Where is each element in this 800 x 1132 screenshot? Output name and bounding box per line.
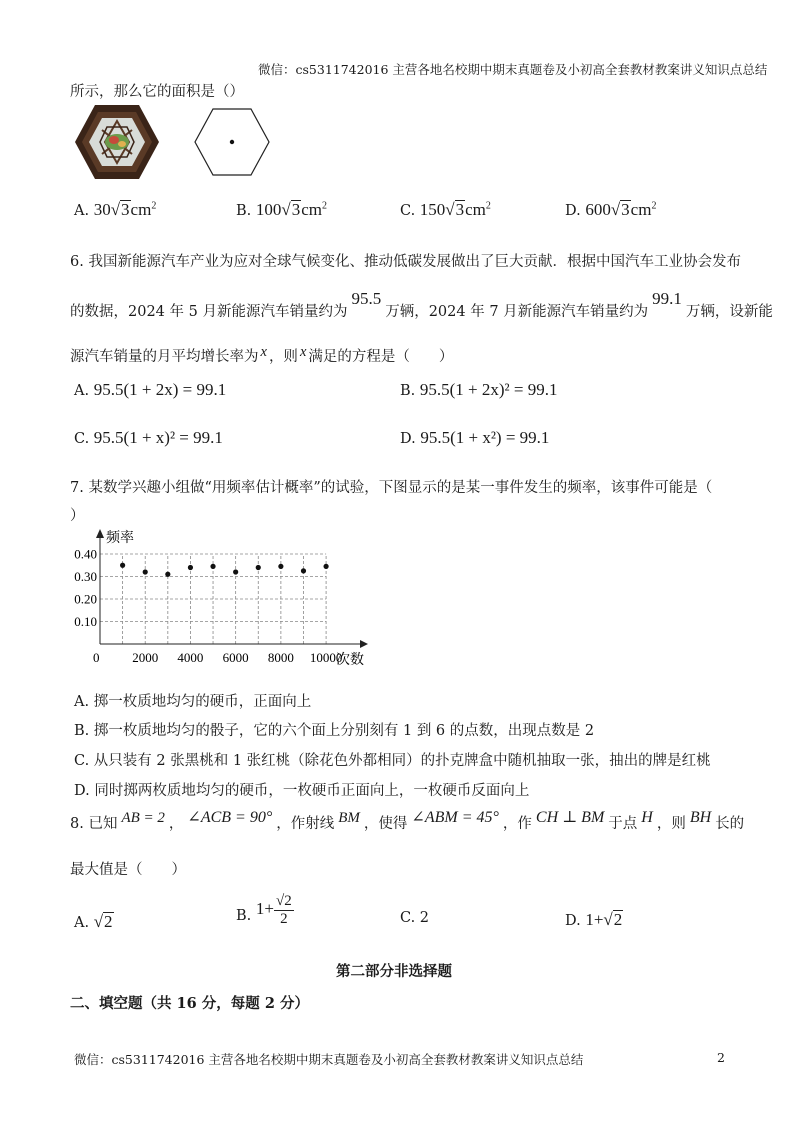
option-letter: B.	[74, 723, 90, 739]
q6-option-d[interactable]	[400, 428, 549, 448]
x-axis-label: 次数	[336, 652, 364, 668]
q8-option-c[interactable]	[400, 910, 429, 926]
text: ，作	[502, 816, 532, 832]
variable-x: x	[299, 344, 307, 360]
q6-line2	[70, 289, 773, 321]
math-angle-acb: ∠ACB = 90°	[187, 809, 273, 826]
q8-option-d[interactable]: D. 1+√2	[565, 910, 623, 929]
option-text: 从只装有 2 张黑桃和 1 张红桃（除花色外都相同）的扑克牌盒中随机抽取一张，抽出的牌是红桃	[93, 753, 711, 769]
radicand: 3	[121, 200, 130, 219]
q7-option-b[interactable]	[74, 719, 594, 740]
option-equation: 95.5(1 + x²) = 99.1	[420, 428, 550, 447]
variable-x: x	[260, 344, 267, 360]
q8-line2: 最大值是（ ）	[70, 862, 186, 878]
chart-ticks	[74, 547, 342, 666]
option-letter: A.	[74, 694, 90, 710]
part2-title: 第二部分非选择题	[336, 963, 452, 980]
y-axis-arrow	[96, 529, 104, 538]
fraction	[274, 893, 294, 927]
q6-option-c[interactable]	[74, 428, 223, 448]
q6-line1: 6. 我国新能源汽车产业为应对全球气候变化、推动低碳发展做出了巨大贡献．根据中国汽车工业协会发布	[70, 254, 741, 270]
section2-title: 二、填空题（共 16 分，每题 2 分）	[70, 995, 309, 1012]
option-equation: 95.5(1 + 2x)² = 99.1	[419, 380, 558, 399]
q8-option-a[interactable]: A. √2	[74, 912, 113, 931]
radicand: 3	[291, 200, 301, 219]
y-axis-label: 频率	[106, 530, 134, 546]
may-sales-value: 95.5	[351, 289, 382, 308]
q5-option-c[interactable]: C. $150√3cm^2$	[400, 200, 491, 219]
q7-line1: 7. 某数学兴趣小组做“用频率估计概率”的试验，下图显示的是某一事件发生的频率，该事件可能是（	[70, 480, 713, 496]
data-point	[165, 572, 170, 577]
text: ，	[168, 816, 184, 832]
text: ，作射线	[276, 816, 335, 832]
coef: 100	[255, 200, 282, 219]
option-text: 掷一枚质地均匀的硬币，正面向上	[93, 694, 312, 710]
x-tick-label: 8000	[267, 650, 294, 665]
q8-option-b[interactable]	[236, 893, 294, 927]
q5-option-a[interactable]: A. $30√3cm^2$	[74, 200, 157, 219]
option-letter: B.	[236, 203, 252, 219]
data-point	[256, 565, 261, 570]
text: 源汽车销量的月平均增长率为	[70, 349, 259, 365]
unit: cm	[301, 200, 322, 219]
x-tick-label: 4000	[177, 650, 204, 665]
data-point	[233, 569, 238, 574]
option-text: 2	[419, 910, 430, 926]
text: 满足的方程是（ ）	[308, 349, 454, 365]
unit: cm	[630, 200, 652, 219]
option-equation: 95.5(1 + x)² = 99.1	[93, 428, 223, 447]
option-letter: C.	[74, 753, 90, 769]
q5-option-b[interactable]: B. $100√3cm^2$	[236, 200, 327, 219]
coef: 30	[93, 200, 111, 219]
radicand: 3	[455, 200, 465, 219]
radicand: 3	[621, 200, 630, 219]
text: ，则	[268, 349, 298, 365]
text: 8. 已知	[70, 816, 118, 832]
q6-option-a[interactable]	[74, 380, 226, 400]
y-tick-label: 0.20	[74, 591, 97, 607]
exponent: 2	[485, 200, 491, 212]
text: 万辆，2024 年 7 月新能源汽车销量约为	[385, 304, 649, 320]
text: ，则	[656, 816, 686, 832]
option-letter: B.	[236, 908, 252, 924]
option-letter: C.	[74, 431, 90, 447]
option-letter: C.	[400, 910, 416, 926]
hexagon-diagram	[194, 108, 270, 176]
radicand: 2	[613, 910, 623, 929]
option-letter: A.	[74, 383, 90, 399]
data-point	[323, 564, 328, 569]
option-letter: D.	[565, 913, 581, 929]
math-ab: AB = 2	[121, 810, 165, 826]
unit: cm	[465, 200, 486, 219]
x-tick-label: 6000	[222, 650, 249, 665]
math-bm: BM	[338, 810, 360, 826]
math-angle-abm: ∠ABM = 45°	[411, 809, 499, 826]
origin-label: 0	[93, 650, 100, 665]
q6-option-b[interactable]	[400, 380, 557, 400]
hexagon-window-image	[74, 104, 160, 180]
math-bh: BH	[689, 809, 712, 826]
coef: 600	[585, 200, 611, 219]
unit: cm	[130, 200, 152, 219]
text: 万辆，设新能	[685, 304, 773, 320]
data-point	[143, 569, 148, 574]
data-point	[301, 568, 306, 573]
page-number: 2	[717, 1050, 725, 1065]
q7-option-c[interactable]	[74, 749, 711, 770]
data-point	[278, 564, 283, 569]
center-point	[230, 140, 234, 144]
math-h: H	[641, 809, 653, 826]
page-footer: 微信：cs5311742016 主营各地名校期中期末真题卷及小初高全套教材教案讲义知识点总结	[74, 1052, 584, 1067]
option-text: 掷一枚质地均匀的骰子，它的六个面上分别刻有 1 到 6 的点数，出现点数是 2	[93, 723, 595, 739]
exponent: 2	[322, 200, 327, 212]
q7-option-d[interactable]	[74, 779, 529, 800]
page-header: 微信：cs5311742016 主营各地名校期中期末真题卷及小初高全套教材教案讲义知识点总结	[258, 62, 768, 77]
x-tick-label: 2000	[132, 650, 159, 665]
option-letter: D.	[74, 783, 90, 799]
q6-line3	[70, 345, 453, 366]
numerator: √2	[275, 893, 292, 909]
y-tick-label: 0.30	[74, 569, 97, 584]
math-ch-perp-bm: CH ⊥ BM	[535, 809, 605, 826]
option-equation: 95.5(1 + 2x) = 99.1	[93, 380, 227, 399]
q7-option-a[interactable]	[74, 690, 311, 711]
text: 于点	[608, 816, 638, 832]
q5-stem-tail: 所示，那么它的面积是（）	[70, 84, 244, 100]
option-letter: A.	[74, 203, 90, 219]
option-letter: B.	[400, 383, 416, 399]
exponent: 2	[651, 200, 657, 212]
text: ，使得	[363, 816, 408, 832]
data-point	[188, 565, 193, 570]
july-sales-value: 99.1	[652, 289, 682, 308]
q7-line2: ）	[70, 508, 85, 524]
text: 的数据，2024 年 5 月新能源汽车销量约为	[70, 304, 348, 320]
prefix: 1+	[255, 899, 274, 918]
frequency-chart	[60, 522, 380, 674]
option-letter: C.	[400, 203, 416, 219]
data-point	[210, 564, 215, 569]
text: 长的	[715, 816, 745, 832]
y-tick-label: 0.40	[74, 546, 97, 562]
data-point	[120, 563, 125, 568]
coef: 150	[419, 200, 446, 219]
option-letter: D.	[400, 431, 416, 447]
exponent: 2	[151, 200, 157, 212]
option-text: 同时掷两枚质地均匀的硬币，一枚硬币正面向上，一枚硬币反面向上	[94, 783, 530, 799]
radicand: 2	[104, 912, 113, 931]
prefix: 1+	[585, 910, 604, 929]
y-tick-label: 0.10	[74, 614, 97, 629]
option-letter: D.	[565, 203, 581, 219]
x-axis-arrow	[360, 640, 368, 648]
chart-points	[120, 563, 329, 577]
x-tick-label: 10000	[309, 650, 343, 665]
denominator: 2	[280, 910, 288, 927]
option-letter: A.	[74, 915, 90, 931]
q8-line1	[70, 809, 745, 833]
q5-option-d[interactable]: D. $600√3cm^2$	[565, 200, 657, 219]
